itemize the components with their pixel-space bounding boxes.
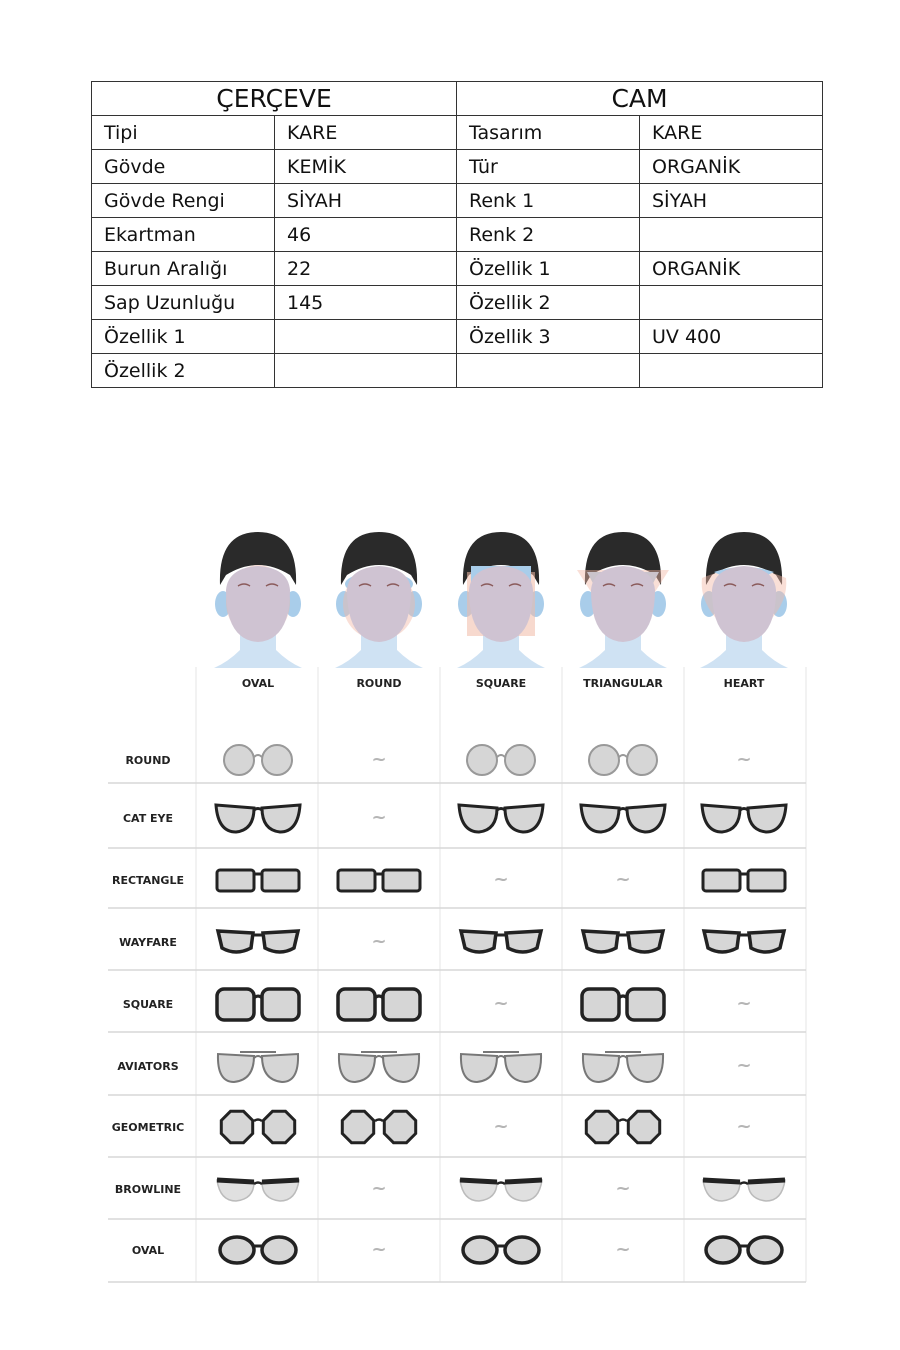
frame-value: 46 <box>275 218 457 252</box>
glasses-aviator-icon <box>583 1052 663 1082</box>
frame-value: KEMİK <box>275 150 457 184</box>
row-label-rectangle: RECTANGLE <box>112 874 184 887</box>
lens-value: ORGANİK <box>640 150 823 184</box>
lens <box>220 1237 254 1263</box>
frame-value: 145 <box>275 286 457 320</box>
lens <box>383 870 420 891</box>
glasses-round-icon <box>467 745 535 775</box>
lens <box>703 870 740 891</box>
bridge <box>254 1183 262 1185</box>
bridge <box>619 755 627 757</box>
glasses-round-icon <box>589 745 657 775</box>
not-suitable-icon: ~ <box>371 1239 387 1260</box>
lens <box>505 1054 541 1082</box>
lens <box>583 1054 619 1082</box>
lens-label: Renk 1 <box>457 184 640 218</box>
not-suitable-icon: ~ <box>615 1178 631 1199</box>
glasses-square-icon <box>582 989 664 1020</box>
glasses-rectangle-icon <box>217 870 299 891</box>
glasses-wayfare-icon <box>461 931 541 952</box>
row-label-cateye: CAT EYE <box>122 812 174 825</box>
face-oval <box>214 532 302 668</box>
lens <box>586 1111 617 1142</box>
not-suitable-icon: ~ <box>371 749 387 770</box>
brow <box>748 1180 785 1182</box>
lens <box>217 870 254 891</box>
bridge <box>619 809 627 811</box>
lens-value: UV 400 <box>640 320 823 354</box>
face <box>226 566 290 642</box>
face-square <box>457 532 545 668</box>
glasses-cateye-icon <box>581 805 665 832</box>
lens <box>262 745 292 775</box>
not-suitable-icon: ~ <box>736 1116 752 1137</box>
lens <box>262 989 299 1020</box>
lens <box>339 1054 375 1082</box>
frame-value: KARE <box>275 116 457 150</box>
glasses-browline-icon <box>703 1180 785 1201</box>
lens <box>467 745 497 775</box>
bridge <box>375 1120 383 1122</box>
bridge <box>375 996 383 998</box>
column-label-triangular: TRIANGULAR <box>583 677 663 690</box>
not-suitable-icon: ~ <box>736 993 752 1014</box>
lens <box>461 931 496 952</box>
glasses-aviator-icon <box>218 1052 298 1082</box>
not-suitable-icon: ~ <box>615 869 631 890</box>
lens <box>706 1237 740 1263</box>
lens <box>748 870 785 891</box>
glasses-cateye-icon <box>459 805 543 832</box>
glasses-rectangle-icon <box>338 870 420 891</box>
column-label-square: SQUARE <box>475 677 527 690</box>
row-label-browline: BROWLINE <box>114 1183 182 1196</box>
lens <box>262 805 300 832</box>
lens <box>748 1237 782 1263</box>
face <box>712 566 776 642</box>
bridge <box>497 1056 505 1058</box>
lens <box>583 931 618 952</box>
lens <box>218 931 253 952</box>
not-suitable-icon: ~ <box>615 1239 631 1260</box>
lens <box>627 1054 663 1082</box>
not-suitable-icon: ~ <box>493 1116 509 1137</box>
not-suitable-icon: ~ <box>736 749 752 770</box>
not-suitable-icon: ~ <box>493 993 509 1014</box>
bridge <box>740 1183 748 1185</box>
lens-label: Tür <box>457 150 640 184</box>
brow <box>460 1180 497 1182</box>
bridge <box>254 809 262 811</box>
glasses-browline-icon <box>460 1180 542 1201</box>
lens <box>383 1054 419 1082</box>
bridge <box>254 1056 262 1058</box>
row-label-oval: OVAL <box>131 1244 165 1257</box>
lens <box>627 805 665 832</box>
lens <box>263 931 298 952</box>
lens <box>505 745 535 775</box>
lens-label: Özellik 1 <box>457 252 640 286</box>
row-label-round: ROUND <box>125 754 171 767</box>
lens <box>506 931 541 952</box>
lens <box>262 1237 296 1263</box>
lens-label: Özellik 2 <box>457 286 640 320</box>
glasses-geometric-icon <box>221 1111 294 1142</box>
bridge <box>619 1056 627 1058</box>
brow <box>703 1180 740 1182</box>
frame-header: ÇERÇEVE <box>92 82 457 116</box>
lens <box>459 805 497 832</box>
bridge <box>497 1183 505 1185</box>
column-label-heart: HEART <box>723 677 765 690</box>
frame-label: Burun Aralığı <box>92 252 275 286</box>
frame-label: Gövde <box>92 150 275 184</box>
lens <box>461 1054 497 1082</box>
glasses-oval-icon <box>220 1237 296 1263</box>
lens <box>627 745 657 775</box>
frame-value: SİYAH <box>275 184 457 218</box>
lens <box>338 870 375 891</box>
glasses-cateye-icon <box>216 805 300 832</box>
frame-label: Özellik 2 <box>92 354 275 388</box>
bridge <box>619 996 627 998</box>
frame-label: Sap Uzunluğu <box>92 286 275 320</box>
not-suitable-icon: ~ <box>371 1178 387 1199</box>
lens-label: Renk 2 <box>457 218 640 252</box>
glasses-oval-icon <box>463 1237 539 1263</box>
lens <box>218 1054 254 1082</box>
glasses-geometric-icon <box>586 1111 659 1142</box>
frame-value: 22 <box>275 252 457 286</box>
lens-value: SİYAH <box>640 184 823 218</box>
bridge <box>254 996 262 998</box>
glasses-aviator-icon <box>461 1052 541 1082</box>
lens <box>342 1111 373 1142</box>
lens <box>505 1237 539 1263</box>
bridge <box>497 809 505 811</box>
lens <box>505 805 543 832</box>
face-round <box>335 532 423 668</box>
row-label-square: SQUARE <box>122 998 174 1011</box>
lens <box>628 1111 659 1142</box>
face <box>591 566 655 642</box>
lens <box>704 931 739 952</box>
lens-header: CAM <box>457 82 823 116</box>
bridge <box>254 1120 262 1122</box>
glasses-wayfare-icon <box>704 931 784 952</box>
frame-label: Gövde Rengi <box>92 184 275 218</box>
frame-label: Ekartman <box>92 218 275 252</box>
glasses-wayfare-icon <box>583 931 663 952</box>
glasses-browline-icon <box>217 1180 299 1201</box>
bridge <box>375 1056 383 1058</box>
frame-label: Tipi <box>92 116 275 150</box>
bridge <box>254 755 262 757</box>
lens <box>627 989 664 1020</box>
lens <box>702 805 740 832</box>
not-suitable-icon: ~ <box>371 931 387 952</box>
bridge <box>497 755 505 757</box>
bridge <box>740 809 748 811</box>
lens <box>338 989 375 1020</box>
lens-value: ORGANİK <box>640 252 823 286</box>
lens <box>384 1111 415 1142</box>
brow <box>505 1180 542 1182</box>
row-label-wayfare: WAYFARE <box>119 936 177 949</box>
lens <box>221 1111 252 1142</box>
not-suitable-icon: ~ <box>736 1055 752 1076</box>
lens-label: Özellik 3 <box>457 320 640 354</box>
lens <box>216 805 254 832</box>
lens <box>262 870 299 891</box>
lens <box>224 745 254 775</box>
frame-label: Özellik 1 <box>92 320 275 354</box>
glasses-cateye-icon <box>702 805 786 832</box>
lens <box>749 931 784 952</box>
column-label-oval: OVAL <box>241 677 275 690</box>
column-label-round: ROUND <box>356 677 402 690</box>
row-label-aviator: AVIATORS <box>117 1060 179 1073</box>
glasses-wayfare-icon <box>218 931 298 952</box>
lens <box>262 1054 298 1082</box>
glasses-round-icon <box>224 745 292 775</box>
lens <box>217 989 254 1020</box>
face-heart <box>700 532 788 668</box>
bridge <box>619 1120 627 1122</box>
lens-label: Tasarım <box>457 116 640 150</box>
glasses-aviator-icon <box>339 1052 419 1082</box>
not-suitable-icon: ~ <box>371 807 387 828</box>
brow <box>262 1180 299 1182</box>
glasses-oval-icon <box>706 1237 782 1263</box>
lens <box>263 1111 294 1142</box>
lens-value: KARE <box>640 116 823 150</box>
row-label-geometric: GEOMETRIC <box>111 1121 185 1134</box>
lens <box>582 989 619 1020</box>
glasses-square-icon <box>338 989 420 1020</box>
lens <box>628 931 663 952</box>
lens <box>383 989 420 1020</box>
face-triangular <box>577 532 669 668</box>
lens <box>748 805 786 832</box>
glasses-square-icon <box>217 989 299 1020</box>
lens <box>463 1237 497 1263</box>
brow <box>217 1180 254 1182</box>
lens <box>589 745 619 775</box>
not-suitable-icon: ~ <box>493 869 509 890</box>
glasses-rectangle-icon <box>703 870 785 891</box>
lens <box>581 805 619 832</box>
glasses-geometric-icon <box>342 1111 415 1142</box>
